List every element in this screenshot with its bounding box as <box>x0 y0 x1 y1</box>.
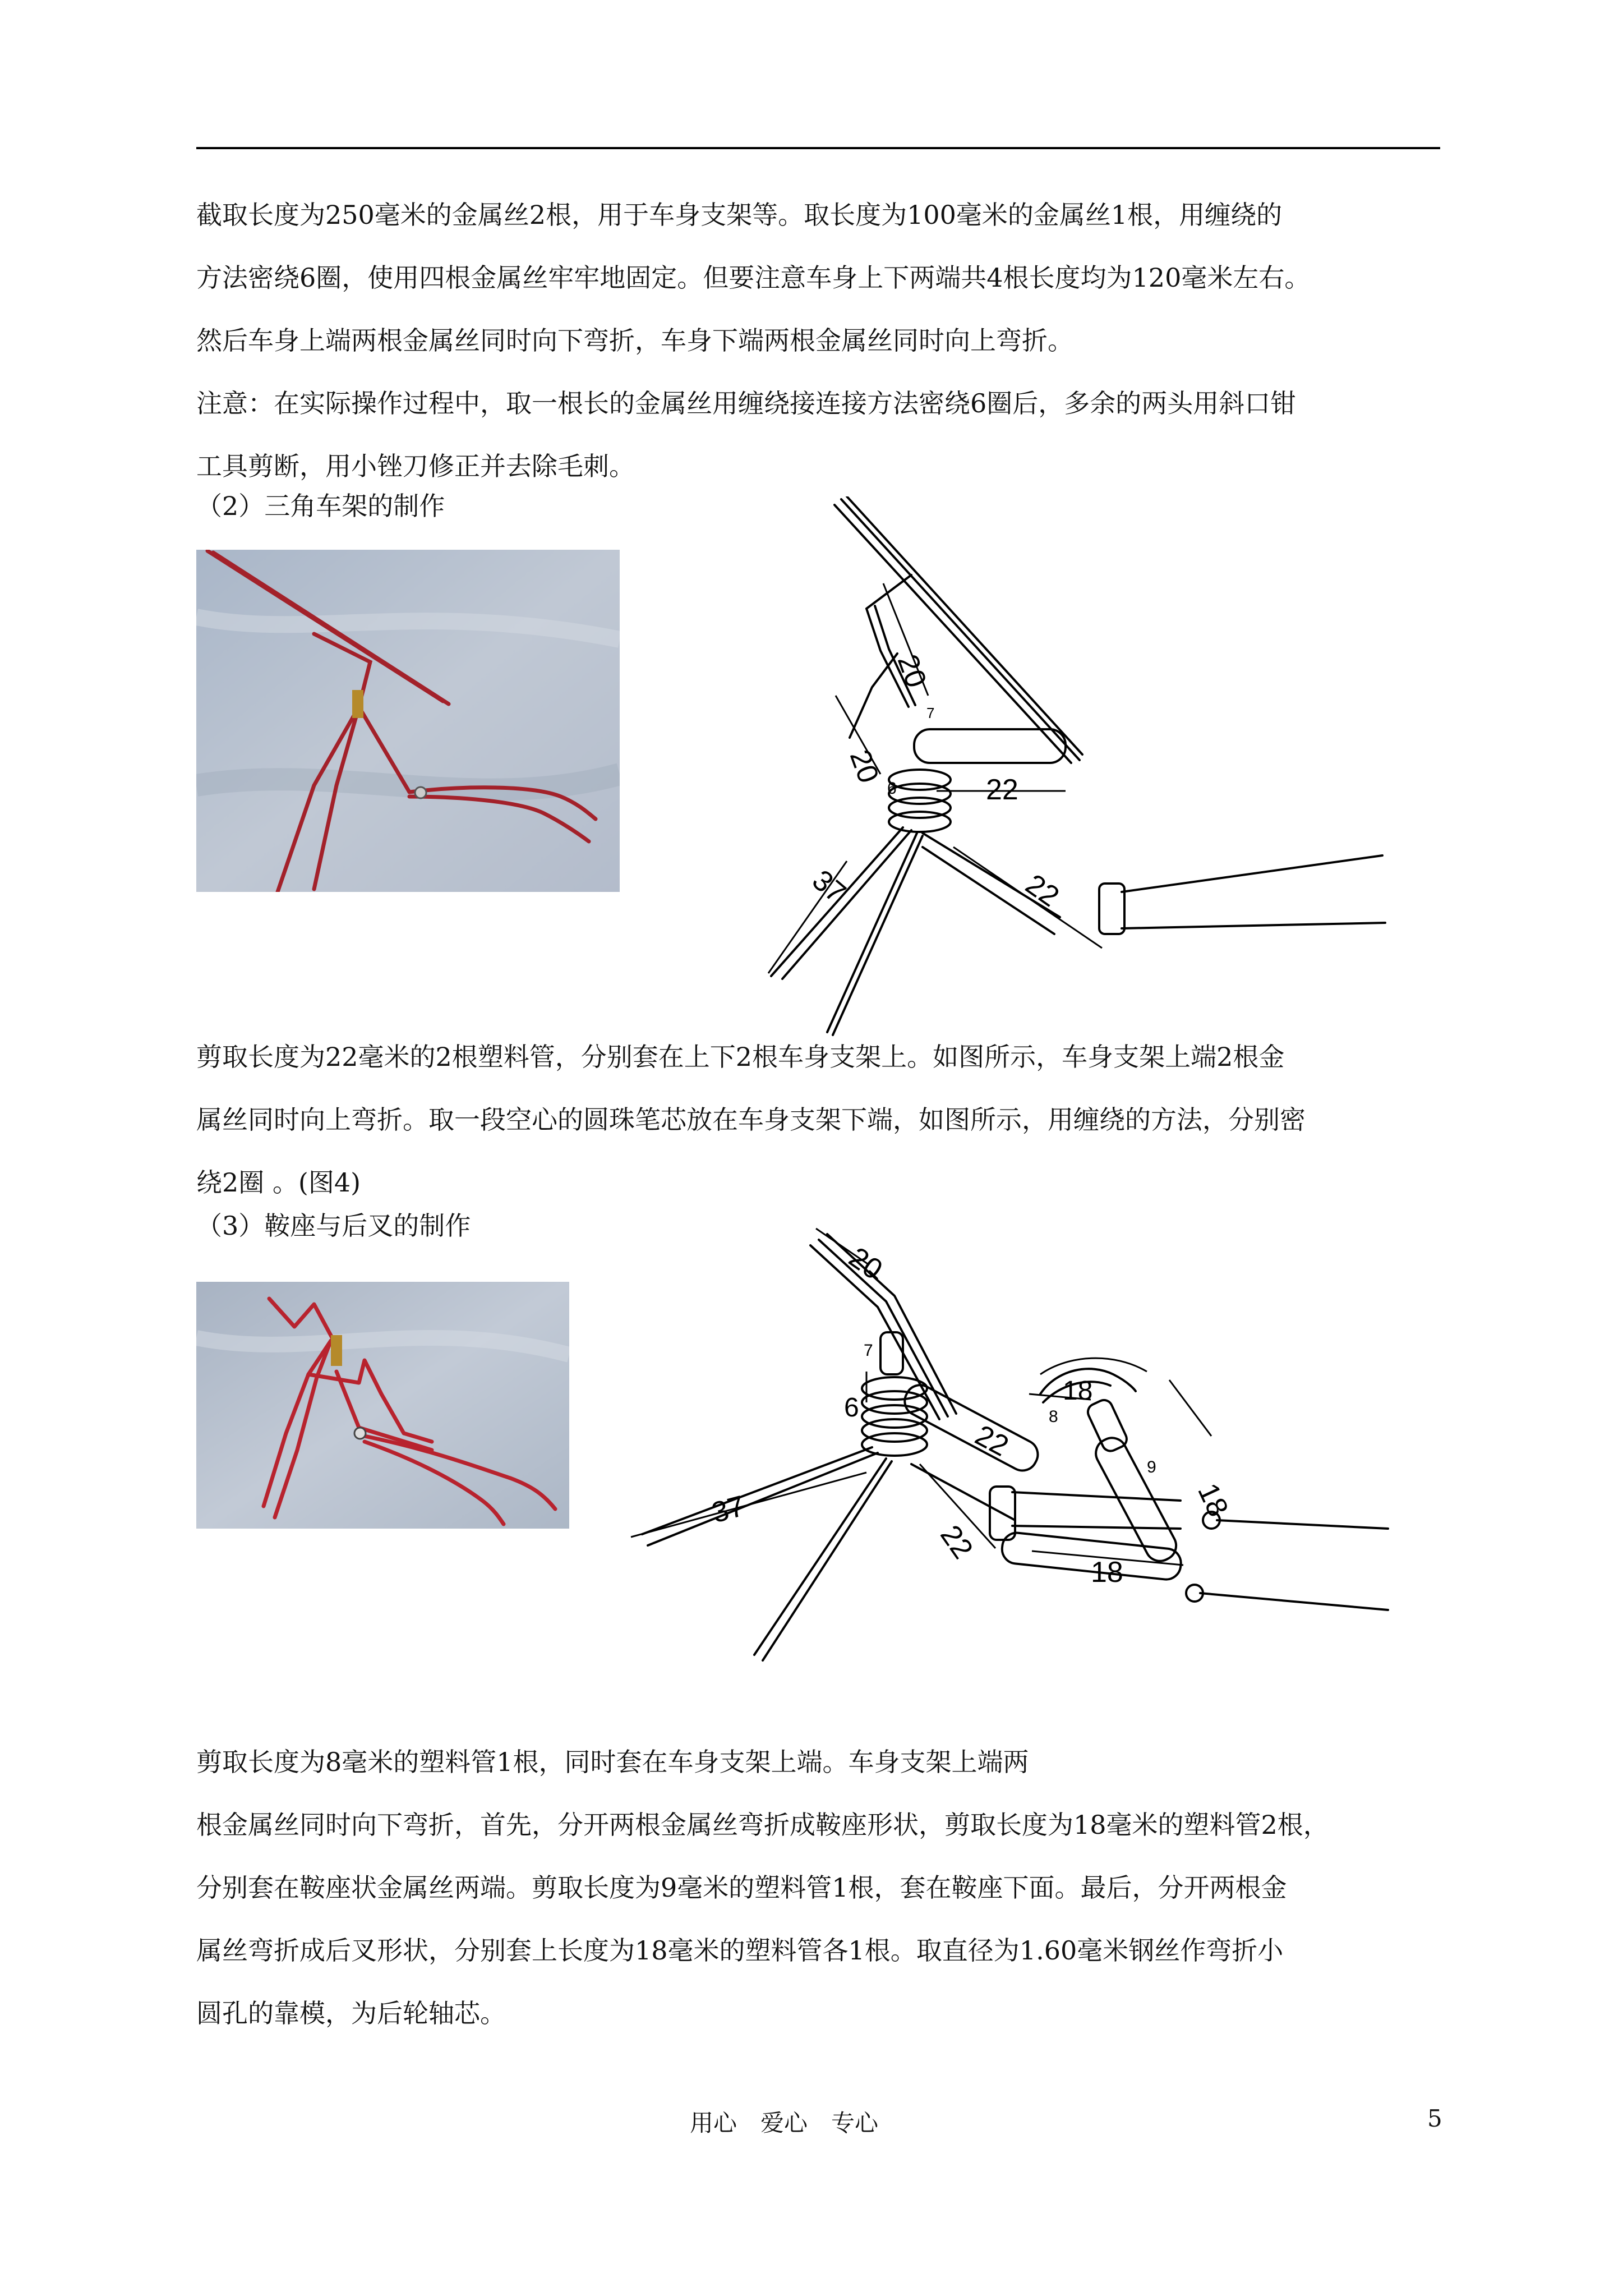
triangle-frame-diagram <box>729 496 1402 1038</box>
dim-label-18c: 18 <box>1091 1556 1123 1589</box>
dim-label-20b: 20 <box>843 746 886 788</box>
text-line: 注意：在实际操作过程中，取一根长的金属丝用缠绕接连接方法密绕6圈后，多余的两头用斜口钳 <box>196 388 1297 418</box>
dim-label-22a: 22 <box>986 774 1018 806</box>
dim-label-18b: 18 <box>1191 1478 1235 1522</box>
text-line: 属丝同时向上弯折。取一段空心的圆珠笔芯放在车身支架下端，如图所示，用缠绕的方法，分别密 <box>196 1105 1306 1135</box>
section-2-paragraph <box>196 1025 1444 1214</box>
intro-paragraph <box>196 183 1444 498</box>
dim-label-20a: 20 <box>891 650 933 692</box>
text-line: 截取长度为250毫米的金属丝2根，用于车身支架等。取长度为100毫米的金属丝1根，用缠绕的 <box>196 200 1283 230</box>
text-line: 根金属丝同时向下弯折，首先，分开两根金属丝弯折成鞍座形状，剪取长度为18毫米的塑料管2根， <box>196 1810 1329 1840</box>
text-line: 圆孔的靠模，为后轮轴芯。 <box>196 1998 506 2028</box>
page-number: 5 <box>1427 2105 1442 2132</box>
dim-label-37: 37 <box>806 863 852 910</box>
text-line: 属丝弯折成后叉形状，分别套上长度为18毫米的塑料管各1根。取直径为1.60毫米钢丝作弯折小 <box>196 1935 1284 1966</box>
section-3-paragraph <box>196 1731 1444 2045</box>
dim-label-37: 37 <box>708 1489 748 1530</box>
text-line: 绕2圈 。(图4) <box>196 1167 361 1198</box>
section-2-heading: （2）三角车架的制作 <box>196 491 445 521</box>
dim-label-22a: 22 <box>970 1419 1014 1463</box>
footer-motto: 用心 爱心 专心 <box>690 2109 879 2137</box>
text-line: 工具剪断，用小锉刀修正并去除毛刺。 <box>196 451 635 481</box>
text-line: 剪取长度为22毫米的2根塑料管，分别套在上下2根车身支架上。如图所示，车身支架上端2根金 <box>196 1042 1285 1072</box>
dim-label-22b: 22 <box>1020 868 1065 914</box>
saddle-fork-photo <box>196 1282 569 1529</box>
dim-label-6: 6 <box>844 1393 859 1423</box>
dim-label-22b: 22 <box>934 1519 979 1565</box>
dim-label-8: 8 <box>1049 1407 1058 1426</box>
dim-label-7: 7 <box>926 705 935 721</box>
header-rule <box>196 147 1440 149</box>
section-3-heading: （3）鞍座与后叉的制作 <box>196 1211 471 1241</box>
text-line: 方法密绕6圈，使用四根金属丝牢牢地固定。但要注意车身上下两端共4根长度均为120毫米左右。 <box>196 263 1311 293</box>
triangle-frame-photo <box>196 550 620 892</box>
dim-label-9: 9 <box>1147 1458 1156 1476</box>
text-line: 然后车身上端两根金属丝同时向下弯折，车身下端两根金属丝同时向上弯折。 <box>196 325 1073 356</box>
dim-label-20: 20 <box>843 1241 888 1287</box>
dim-label-7: 7 <box>864 1341 873 1360</box>
text-line: 剪取长度为8毫米的塑料管1根，同时套在车身支架上端。车身支架上端两 <box>196 1747 1029 1777</box>
saddle-fork-diagram <box>608 1223 1394 1719</box>
dim-label-6: 6 <box>887 779 897 798</box>
text-line: 分别套在鞍座状金属丝两端。剪取长度为9毫米的塑料管1根，套在鞍座下面。最后，分开两根金 <box>196 1872 1287 1903</box>
dim-label-18a: 18 <box>1063 1376 1093 1406</box>
